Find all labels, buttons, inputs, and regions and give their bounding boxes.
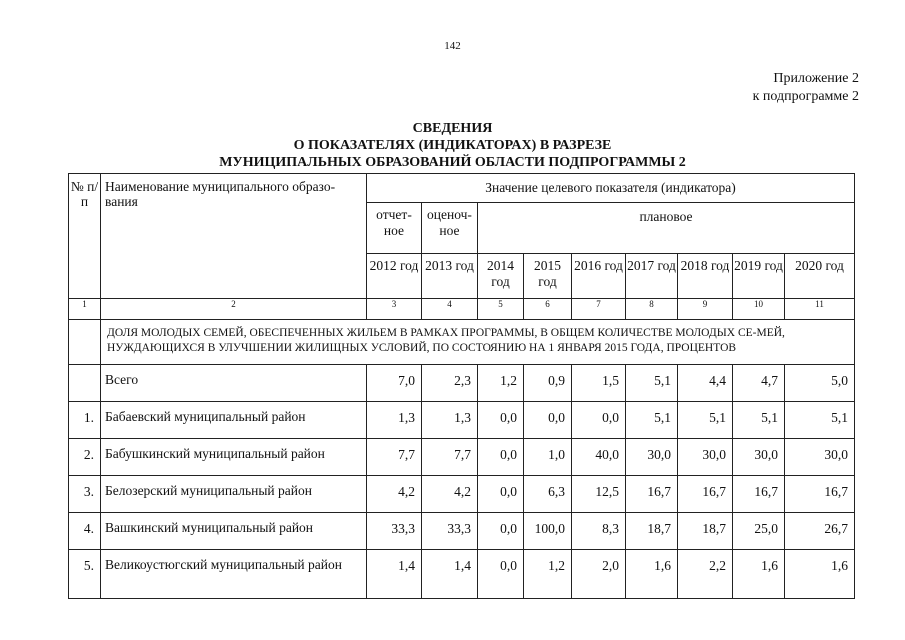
section-num-cell — [69, 320, 101, 365]
table-row — [69, 402, 855, 439]
table-row — [69, 439, 855, 476]
row-number: 2. — [69, 439, 101, 476]
table-row — [69, 550, 855, 599]
row-name: Вашкинский муниципальный район — [101, 513, 367, 550]
row-value: 18,7 — [678, 513, 733, 550]
section-row — [69, 320, 855, 365]
header-year: 2015 год — [524, 254, 572, 299]
table-row — [69, 365, 855, 402]
row-value: 100,0 — [524, 513, 572, 550]
document-title — [0, 120, 905, 171]
column-number: 2 — [101, 299, 367, 320]
row-value: 0,0 — [478, 439, 524, 476]
row-value: 1,3 — [367, 402, 422, 439]
column-number: 8 — [626, 299, 678, 320]
column-number: 5 — [478, 299, 524, 320]
row-value: 5,1 — [733, 402, 785, 439]
header-year: 2018 год — [678, 254, 733, 299]
row-value: 0,0 — [478, 476, 524, 513]
row-value: 5,1 — [678, 402, 733, 439]
row-value: 1,0 — [524, 439, 572, 476]
row-value: 16,7 — [733, 476, 785, 513]
header-year: 2016 год — [572, 254, 626, 299]
row-value: 6,3 — [524, 476, 572, 513]
row-value: 5,1 — [626, 365, 678, 402]
row-value: 5,1 — [626, 402, 678, 439]
row-value: 8,3 — [572, 513, 626, 550]
header-indicator-value: Значение целевого показателя (индикатора) — [367, 174, 855, 203]
row-value: 4,2 — [367, 476, 422, 513]
row-value: 5,0 — [785, 365, 855, 402]
row-number: 4. — [69, 513, 101, 550]
row-value: 12,5 — [572, 476, 626, 513]
row-value: 7,0 — [367, 365, 422, 402]
row-number: 5. — [69, 550, 101, 599]
row-value: 5,1 — [785, 402, 855, 439]
page-number: 142 — [444, 40, 461, 52]
row-value: 16,7 — [626, 476, 678, 513]
column-number: 9 — [678, 299, 733, 320]
header-year: 2013 год — [422, 254, 478, 299]
header-estimated: оценоч-ное — [422, 203, 478, 254]
row-value: 1,2 — [478, 365, 524, 402]
header-year: 2014 год — [478, 254, 524, 299]
row-value: 0,9 — [524, 365, 572, 402]
row-value: 0,0 — [478, 550, 524, 599]
row-value: 1,6 — [785, 550, 855, 599]
indicators-table — [68, 173, 855, 599]
header-year: 2012 год — [367, 254, 422, 299]
row-value: 4,4 — [678, 365, 733, 402]
row-name: Великоустюгский муниципальный район — [101, 550, 367, 599]
table-row — [69, 513, 855, 550]
row-value: 4,2 — [422, 476, 478, 513]
row-value: 1,2 — [524, 550, 572, 599]
row-value: 30,0 — [785, 439, 855, 476]
row-value: 4,7 — [733, 365, 785, 402]
row-value: 1,5 — [572, 365, 626, 402]
column-number: 3 — [367, 299, 422, 320]
row-name: Бабаевский муниципальный район — [101, 402, 367, 439]
column-number: 1 — [69, 299, 101, 320]
row-value: 1,4 — [422, 550, 478, 599]
appendix-line-2: к подпрограмме 2 — [752, 89, 859, 104]
row-value: 1,3 — [422, 402, 478, 439]
appendix-note — [753, 70, 859, 106]
row-value: 2,3 — [422, 365, 478, 402]
row-value: 18,7 — [626, 513, 678, 550]
header-year: 2019 год — [733, 254, 785, 299]
appendix-line-1: Приложение 2 — [773, 71, 859, 86]
row-value: 16,7 — [678, 476, 733, 513]
row-value: 2,0 — [572, 550, 626, 599]
table-row — [69, 476, 855, 513]
row-value: 0,0 — [478, 513, 524, 550]
section-title: ДОЛЯ МОЛОДЫХ СЕМЕЙ, ОБЕСПЕЧЕННЫХ ЖИЛЬЕМ В РАМКАХ ПРОГРАММЫ, В ОБЩЕМ КОЛИЧЕСТВЕ МОЛОДЫХ СЕ-МЕЙ, НУЖДАЮЩИХСЯ В УЛУЧШЕНИИ ЖИЛИЩНЫХ УСЛОВИЙ, ПО СОСТОЯНИЮ НА 1 ЯНВАРЯ 2015 ГОДА, ПРОЦЕНТОВ — [101, 320, 855, 365]
column-number: 11 — [785, 299, 855, 320]
column-number: 4 — [422, 299, 478, 320]
title-line-2: О ПОКАЗАТЕЛЯХ (ИНДИКАТОРАХ) В РАЗРЕЗЕ — [293, 138, 612, 153]
row-name: Всего — [101, 365, 367, 402]
header-name: Наименование муниципального образо-вания — [101, 174, 367, 299]
row-value: 40,0 — [572, 439, 626, 476]
column-number: 7 — [572, 299, 626, 320]
row-name: Бабушкинский муниципальный район — [101, 439, 367, 476]
row-value: 30,0 — [678, 439, 733, 476]
row-value: 7,7 — [367, 439, 422, 476]
header-num: № п/п — [69, 174, 101, 299]
row-name: Белозерский муниципальный район — [101, 476, 367, 513]
row-number — [69, 365, 101, 402]
row-value: 0,0 — [524, 402, 572, 439]
row-value: 0,0 — [572, 402, 626, 439]
row-value: 1,6 — [733, 550, 785, 599]
header-reporting: отчет-ное — [367, 203, 422, 254]
row-value: 2,2 — [678, 550, 733, 599]
column-number: 6 — [524, 299, 572, 320]
row-value: 30,0 — [733, 439, 785, 476]
title-line-3: МУНИЦИПАЛЬНЫХ ОБРАЗОВАНИЙ ОБЛАСТИ ПОДПРОГРАММЫ 2 — [219, 155, 686, 170]
row-value: 1,6 — [626, 550, 678, 599]
title-line-1: СВЕДЕНИЯ — [412, 121, 493, 136]
header-year: 2020 год — [785, 254, 855, 299]
row-value: 16,7 — [785, 476, 855, 513]
header-row-1 — [69, 174, 855, 203]
row-value: 33,3 — [422, 513, 478, 550]
column-numbers-row — [69, 299, 855, 320]
header-planned: плановое — [478, 203, 855, 254]
row-value: 1,4 — [367, 550, 422, 599]
row-number: 1. — [69, 402, 101, 439]
header-year: 2017 год — [626, 254, 678, 299]
row-number: 3. — [69, 476, 101, 513]
row-value: 33,3 — [367, 513, 422, 550]
row-value: 26,7 — [785, 513, 855, 550]
column-number: 10 — [733, 299, 785, 320]
row-value: 7,7 — [422, 439, 478, 476]
row-value: 30,0 — [626, 439, 678, 476]
row-value: 25,0 — [733, 513, 785, 550]
row-value: 0,0 — [478, 402, 524, 439]
